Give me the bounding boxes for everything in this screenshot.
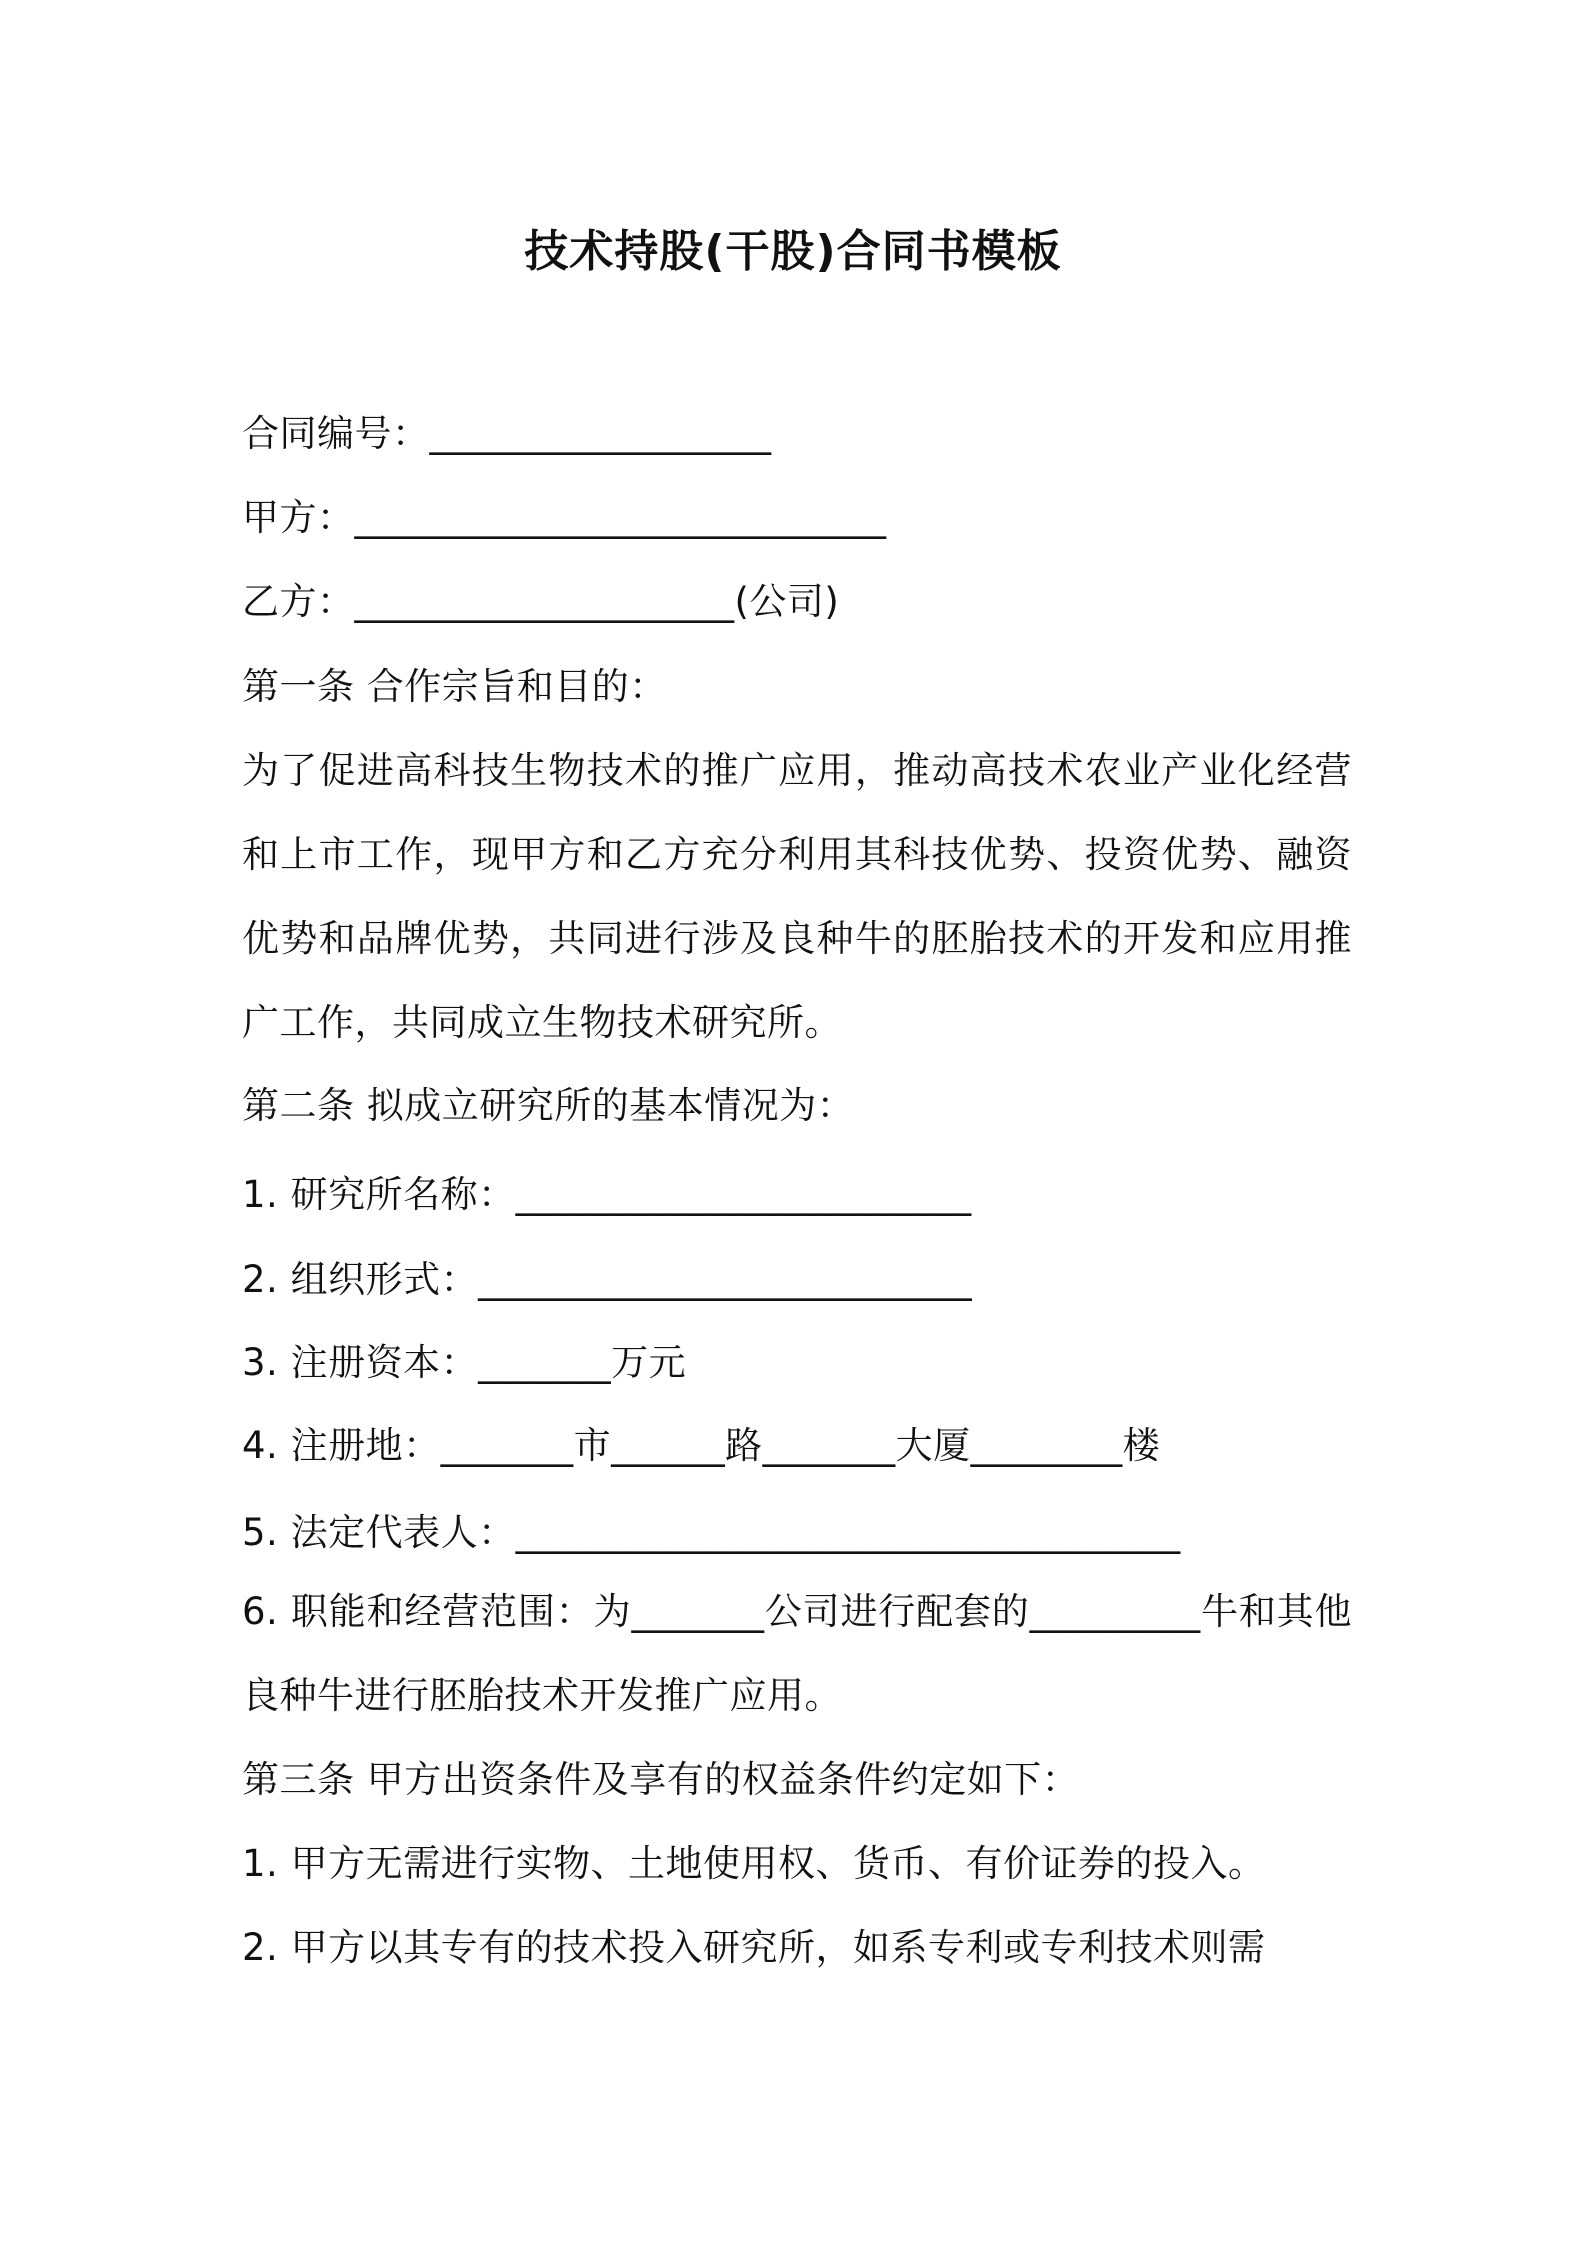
article-2-heading: 第二条 拟成立研究所的基本情况为： xyxy=(242,1084,855,1127)
article-3-item: 1. 甲方无需进行实物、土地使用权、货币、有价证券的投入。 xyxy=(242,1842,1266,1885)
article-2-item: 1. 研究所名称：________________________ xyxy=(242,1173,972,1216)
article-2-item-6: 6. 职能和经营范围：为_______公司进行配套的_________牛和其他良种牛进行胚胎技术开发推广应用。 xyxy=(242,1590,1352,1717)
article-1-heading: 第一条 合作宗旨和目的： xyxy=(242,665,667,708)
article-3-heading: 第三条 甲方出资条件及享有的权益条件约定如下： xyxy=(242,1758,1080,1801)
document-title: 技术持股(干股)合同书模板 xyxy=(524,226,1062,277)
article-2-item: 5. 法定代表人：___________________________________ xyxy=(242,1511,1181,1554)
party-a-field: 甲方：____________________________ xyxy=(242,496,887,539)
article-1-body: 为了促进高科技生物技术的推广应用，推动高技术农业产业化经营和上市工作，现甲方和乙方充分利用其科技优势、投资优势、融资优势和品牌优势，共同进行涉及良种牛的胚胎技术的开发和应用推广工作，共同成立生物技术研究所。 xyxy=(242,749,1352,1044)
contract-number-field: 合同编号：__________________ xyxy=(242,412,772,455)
article-3-item: 2. 甲方以其专有的技术投入研究所，如系专利或专利技术则需 xyxy=(242,1926,1266,1969)
article-2-item: 2. 组织形式：__________________________ xyxy=(242,1258,973,1301)
party-b-field: 乙方：____________________(公司) xyxy=(242,580,840,623)
article-2-item: 3. 注册资本：_______万元 xyxy=(242,1341,687,1384)
article-2-item: 4. 注册地：_______市______路_______大厦________楼 xyxy=(242,1424,1161,1467)
